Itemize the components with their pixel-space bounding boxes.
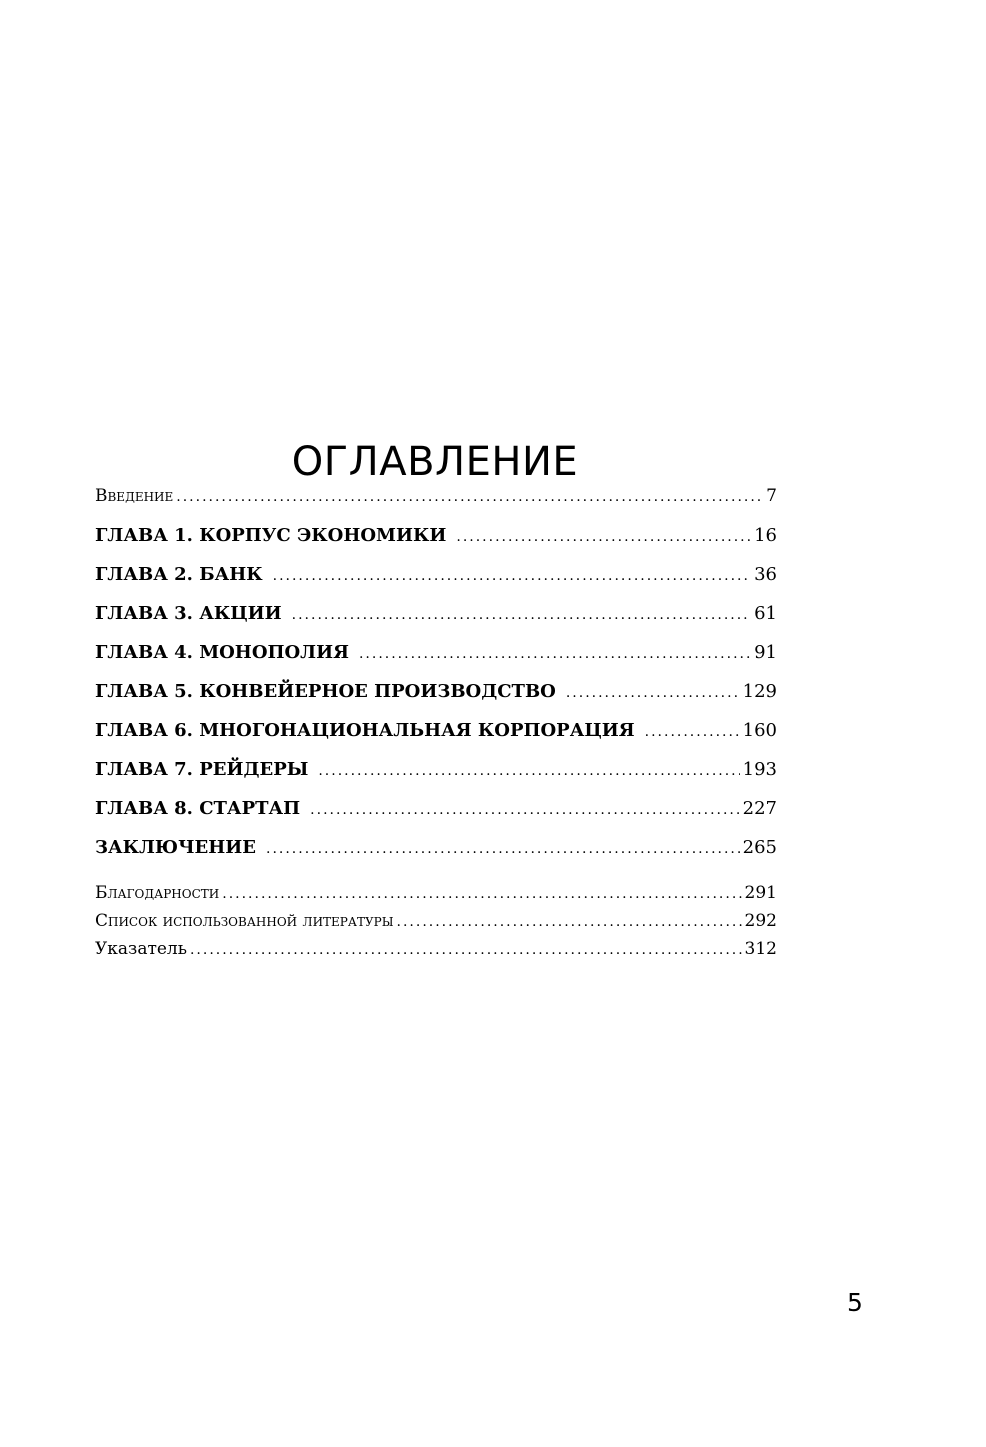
table-of-contents-back-matter [95,883,777,967]
toc-entry-label: Благодарности [95,883,220,903]
toc-entry-label: ГЛАВА 4. МОНОПОЛИЯ [95,642,349,663]
toc-entry-page: 129 [742,681,777,702]
toc-leader-dots [397,914,742,930]
toc-entry-page: 193 [742,759,777,780]
toc-leader-dots [566,685,740,701]
toc-entry-conclusion[interactable] [95,837,777,876]
toc-entry-introduction[interactable] [95,486,777,525]
toc-leader-dots [266,841,740,857]
toc-entry-page: 91 [754,642,777,663]
toc-leader-dots [273,568,751,584]
toc-entry-chapter-6[interactable] [95,720,777,759]
table-of-contents [95,486,777,876]
toc-entry-acknowledgements[interactable] [95,883,777,911]
toc-entry-chapter-5[interactable] [95,681,777,720]
toc-entry-page: 7 [766,486,777,506]
toc-entry-page: 291 [744,883,777,903]
toc-entry-page: 227 [742,798,777,819]
toc-entry-label: ГЛАВА 1. КОРПУС ЭКОНОМИКИ [95,525,447,546]
toc-leader-dots [222,886,741,902]
toc-entry-label: ГЛАВА 2. БАНК [95,564,263,585]
toc-leader-dots [359,646,751,662]
toc-entry-label: Введение [95,486,174,506]
toc-entry-page: 61 [754,603,777,624]
toc-entry-chapter-2[interactable] [95,564,777,603]
toc-entry-page: 292 [744,911,777,931]
toc-entry-chapter-8[interactable] [95,798,777,837]
toc-leader-dots [176,489,763,505]
toc-entry-label: ЗАКЛЮЧЕНИЕ [95,837,256,858]
page-title: ОГЛАВЛЕНИЕ [291,438,579,485]
toc-leader-dots [645,724,740,740]
toc-entry-chapter-3[interactable] [95,603,777,642]
toc-entry-label: Список использованной литературы [95,911,394,931]
toc-leader-dots [310,802,739,818]
toc-leader-dots [190,942,742,958]
toc-entry-label: Указатель [95,939,187,959]
toc-entry-bibliography[interactable] [95,911,777,939]
toc-entry-label: ГЛАВА 6. МНОГОНАЦИОНАЛЬНАЯ КОРПОРАЦИЯ [95,720,635,741]
toc-entry-chapter-7[interactable] [95,759,777,798]
toc-entry-page: 36 [754,564,777,585]
page-number: 5 [847,1288,863,1317]
toc-leader-dots [292,607,751,623]
toc-leader-dots [318,763,739,779]
toc-entry-label: ГЛАВА 7. РЕЙДЕРЫ [95,759,309,780]
toc-entry-page: 265 [742,837,777,858]
toc-entry-page: 312 [744,939,777,959]
toc-entry-label: ГЛАВА 8. СТАРТАП [95,798,301,819]
toc-entry-page: 160 [742,720,777,741]
toc-entry-page: 16 [754,525,777,546]
toc-entry-label: ГЛАВА 5. КОНВЕЙЕРНОЕ ПРОИЗВОДСТВО [95,681,556,702]
toc-entry-chapter-1[interactable] [95,525,777,564]
toc-entry-label: ГЛАВА 3. АКЦИИ [95,603,282,624]
toc-leader-dots [456,529,751,545]
toc-entry-chapter-4[interactable] [95,642,777,681]
toc-entry-index[interactable] [95,939,777,967]
